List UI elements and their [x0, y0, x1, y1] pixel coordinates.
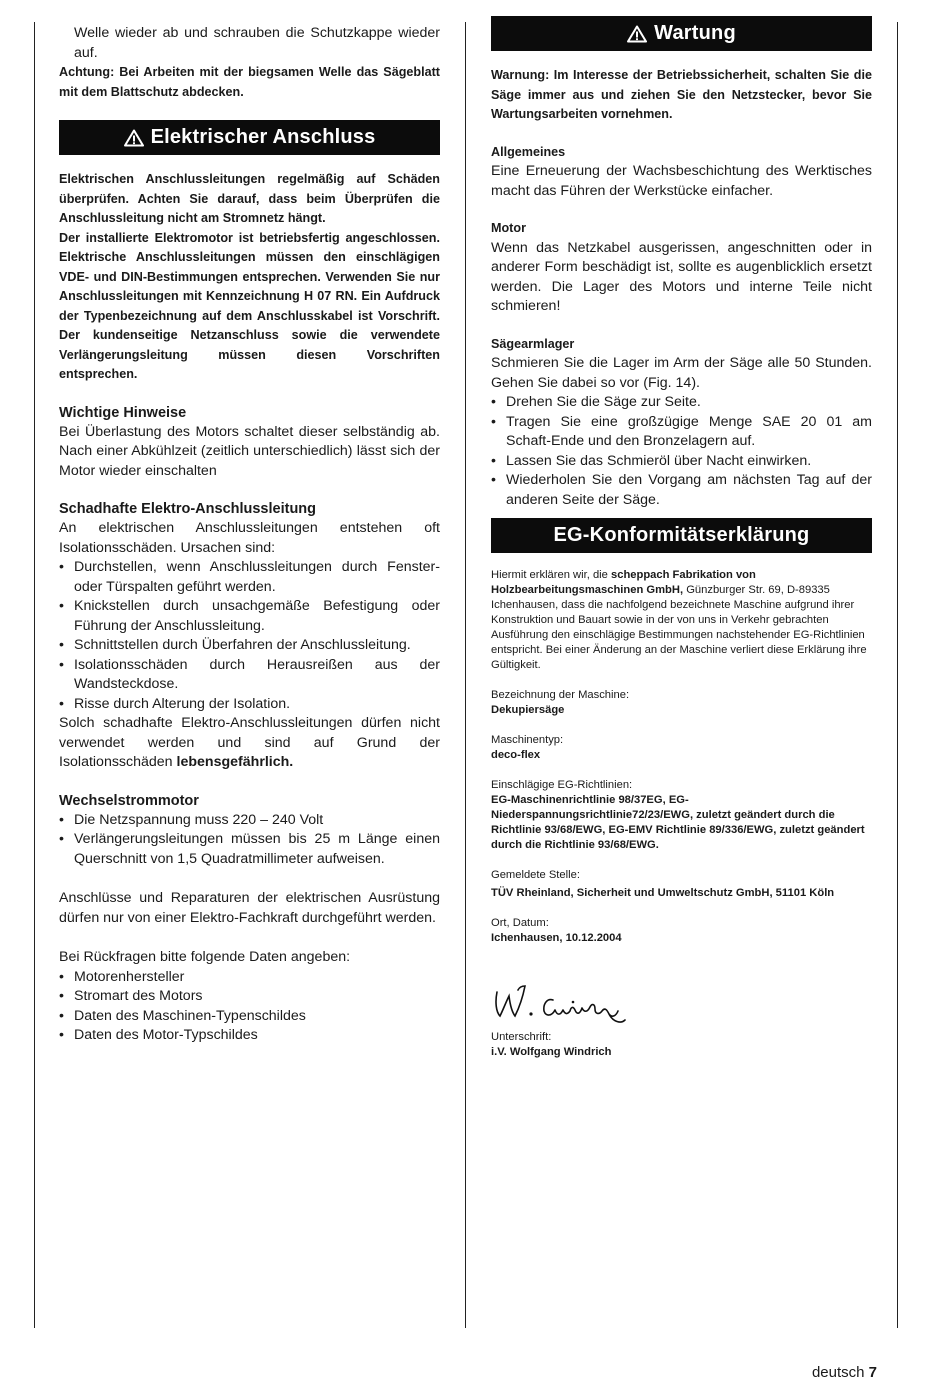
arm-bearing-heading: Sägearmlager: [491, 336, 575, 351]
type-label: Maschinentyp:: [491, 734, 564, 746]
electric-paragraph-2: Der installierte Elektromotor ist betriebsfertig angeschlossen. Elektrische Anschlussleitungen müssen den einschlägigen VDE- und DIN-Bestimmungen entsprechen. Verwenden Sie nur Anschlussleitungen mit Kennzeichnung H 07 RN. Ein Aufdruck der Typenbezeichnung auf dem Anschlusskabel ist Vorschrift. Der kundenseitige Netzanschluss sowie die verwendete Verlängerungsleitung müssen diesen Vorschriften entsprechen.: [59, 230, 440, 381]
list-item: • Lassen Sie das Schmieröl über Nacht einwirken.: [491, 452, 872, 472]
ec-declaration-banner: [491, 518, 872, 553]
signature-value: i.V. Wolfgang Windrich: [491, 1046, 612, 1058]
maintenance-banner-title: Wartung: [654, 22, 736, 44]
place-date-value: Ichenhausen, 10.12.2004: [491, 932, 622, 944]
ac-motor-list: [59, 811, 440, 870]
warning-triangle-icon: [124, 129, 144, 147]
list-item: • Tragen Sie eine großzügige Menge SAE 20 01 am Schaft-Ende und den Bronzelagern auf.: [491, 413, 872, 452]
motor-heading: Motor: [491, 221, 526, 235]
list-item: • Motorenhersteller: [59, 968, 440, 988]
list-item: • Drehen Sie die Säge zur Seite.: [491, 393, 872, 413]
arm-bearing-text: Schmieren Sie die Lager im Arm der Säge alle 50 Stunden. Gehen Sie dabei so vor (Fig. 14).: [491, 355, 872, 391]
type-value: deco-flex: [491, 749, 541, 761]
company-name: scheppach Fabrikation von Holzbearbeitungsmaschinen GmbH,: [491, 569, 756, 596]
handwritten-signature: [491, 974, 641, 1024]
continued-text: Welle wieder ab und schrauben die Schutzkappe wieder auf.: [74, 25, 440, 61]
directives-label: Einschlägige EG-Richtlinien:: [491, 779, 633, 791]
list-item: • Daten des Maschinen-Typenschildes: [59, 1007, 440, 1027]
damaged-cable-heading: Schadhafte Elektro-Anschlussleitung: [59, 501, 317, 517]
list-item: • Durchstellen, wenn Anschlussleitungen durch Fenster- oder Türspalten geführt werden.: [59, 558, 440, 597]
continued-list: [59, 24, 440, 63]
list-item: • Wiederholen Sie den Vorgang am nächsten Tag auf der anderen Seite der Säge.: [491, 471, 872, 510]
hints-heading: Wichtige Hinweise: [59, 404, 187, 421]
notified-body-label: Gemeldete Stelle:: [491, 869, 580, 881]
list-item: • Stromart des Motors: [59, 987, 440, 1007]
electric-banner: [59, 120, 440, 155]
list-item: • Risse durch Alterung der Isolation.: [59, 695, 440, 715]
repair-note: Anschlüsse und Reparaturen der elektrischen Ausrüstung dürfen nur von einer Elektro-Fachkraft durchgeführt werden.: [59, 890, 440, 926]
electric-banner-title: Elektrischer Anschluss: [150, 126, 376, 148]
hints-text: Bei Überlastung des Motors schaltet dieser selbständig ab. Nach einer Abkühlzeit (zeitlich unterschiedlich) lässt sich der Motor wieder einschalten: [59, 423, 440, 479]
left-column: [59, 24, 440, 1046]
place-date-label: Ort, Datum:: [491, 917, 549, 929]
directives-value: EG-Maschinenrichtlinie 98/37EG, EG-Niederspannungsrichtlinie72/23/EWG, zuletzt geändert durch die Richtlinie 93/68/EWG, EG-EMV Richtlinie 89/336/EWG, zuletzt geändert durch die Richtlinie 93/68/EWG.: [491, 794, 865, 851]
damaged-cable-outro: Solch schadhafte Elektro-Anschlussleitungen dürfen nicht verwendet werden und sind auf Grund der Isolationsschäden lebensgefährlich.: [59, 715, 440, 770]
list-item: • Daten des Motor-Typschildes: [59, 1026, 440, 1046]
ac-motor-heading: Wechselstrommotor: [59, 792, 199, 809]
arm-bearing-list: [491, 393, 872, 510]
general-text: Eine Erneuerung der Wachsbeschichtung des Werktisches macht das Führen der Werkstücke einfacher.: [491, 163, 872, 199]
list-item: • Die Netzspannung muss 220 – 240 Volt: [59, 811, 440, 831]
column-divider: [465, 22, 466, 1328]
margin-line-right: [897, 22, 898, 1328]
damaged-cable-list: [59, 558, 440, 714]
footer-language: deutsch: [811, 1364, 865, 1381]
right-column: [491, 16, 872, 1060]
general-heading: Allgemeines: [491, 144, 566, 159]
warning-triangle-icon: [627, 25, 647, 43]
list-item: • Schnittstellen durch Überfahren der Anschlussleitung.: [59, 636, 440, 656]
list-item: • Isolationsschäden durch Herausreißen aus der Wandsteckdose.: [59, 656, 440, 695]
queries-intro: Bei Rückfragen bitte folgende Daten angeben:: [59, 949, 351, 965]
page-number: 7: [868, 1364, 877, 1381]
list-item: • Knickstellen durch unsachgemäße Befestigung oder Führung der Anschlussleitung.: [59, 597, 440, 636]
ec-intro: Hiermit erklären wir, die scheppach Fabrikation von Holzbearbeitungsmaschinen GmbH, Günzburger Str. 69, D-89335 Ichenhausen, dass die nachfolgend bezeichnete Maschine aufgrund ihrer Konstruktion und Bauart sowie in der von uns in Verkehr gebrachten Ausführung den einschlägige Bestimmungen nachstehender EG-Richtlinien entspricht. Bei einer Änderung an der Maschine verliert diese Erklärung ihre Gültigkeit.: [491, 569, 867, 671]
electric-paragraph-1: Elektrischen Anschlussleitungen regelmäßig auf Schäden überprüfen. Achten Sie darauf, dass beim Überprüfen die Anschlussleitung nicht am Stromnetz hängt.: [59, 172, 440, 225]
machine-label: Bezeichnung der Maschine:: [491, 689, 630, 701]
machine-value: Dekupiersäge: [491, 704, 565, 716]
flex-shaft-warning: Achtung: Bei Arbeiten mit der biegsamen Welle das Sägeblatt mit dem Blattschutz abdecken.: [59, 65, 440, 99]
maintenance-warning: Warnung: Im Interesse der Betriebssicherheit, schalten Sie die Säge immer aus und ziehen Sie den Netzstecker, bevor Sie Wartungsarbeiten vornehmen.: [491, 68, 872, 121]
margin-line-left: [34, 22, 35, 1328]
queries-list: [59, 968, 440, 1046]
maintenance-banner: [491, 16, 872, 51]
notified-body-value: TÜV Rheinland, Sicherheit und Umweltschutz GmbH, 51101 Köln: [491, 887, 835, 899]
damaged-cable-intro: An elektrischen Anschlussleitungen entstehen oft Isolationsschäden. Ursachen sind:: [59, 520, 440, 556]
page-footer: [812, 1364, 877, 1381]
ec-banner-title: EG-Konformitätserklärung: [553, 524, 810, 546]
danger-emphasis: lebensgefährlich.: [176, 754, 294, 770]
signature-label: Unterschrift:: [491, 1031, 552, 1043]
list-item: • Verlängerungsleitungen müssen bis 25 m Länge einen Querschnitt von 1,5 Quadratmillimeter aufweisen.: [59, 830, 440, 869]
motor-text: Wenn das Netzkabel ausgerissen, angeschnitten oder in anderer Form beschädigt ist, sollte es augenblicklich ersetzt werden. Die Lager des Motors und interne Teile nicht schmieren!: [491, 239, 872, 314]
